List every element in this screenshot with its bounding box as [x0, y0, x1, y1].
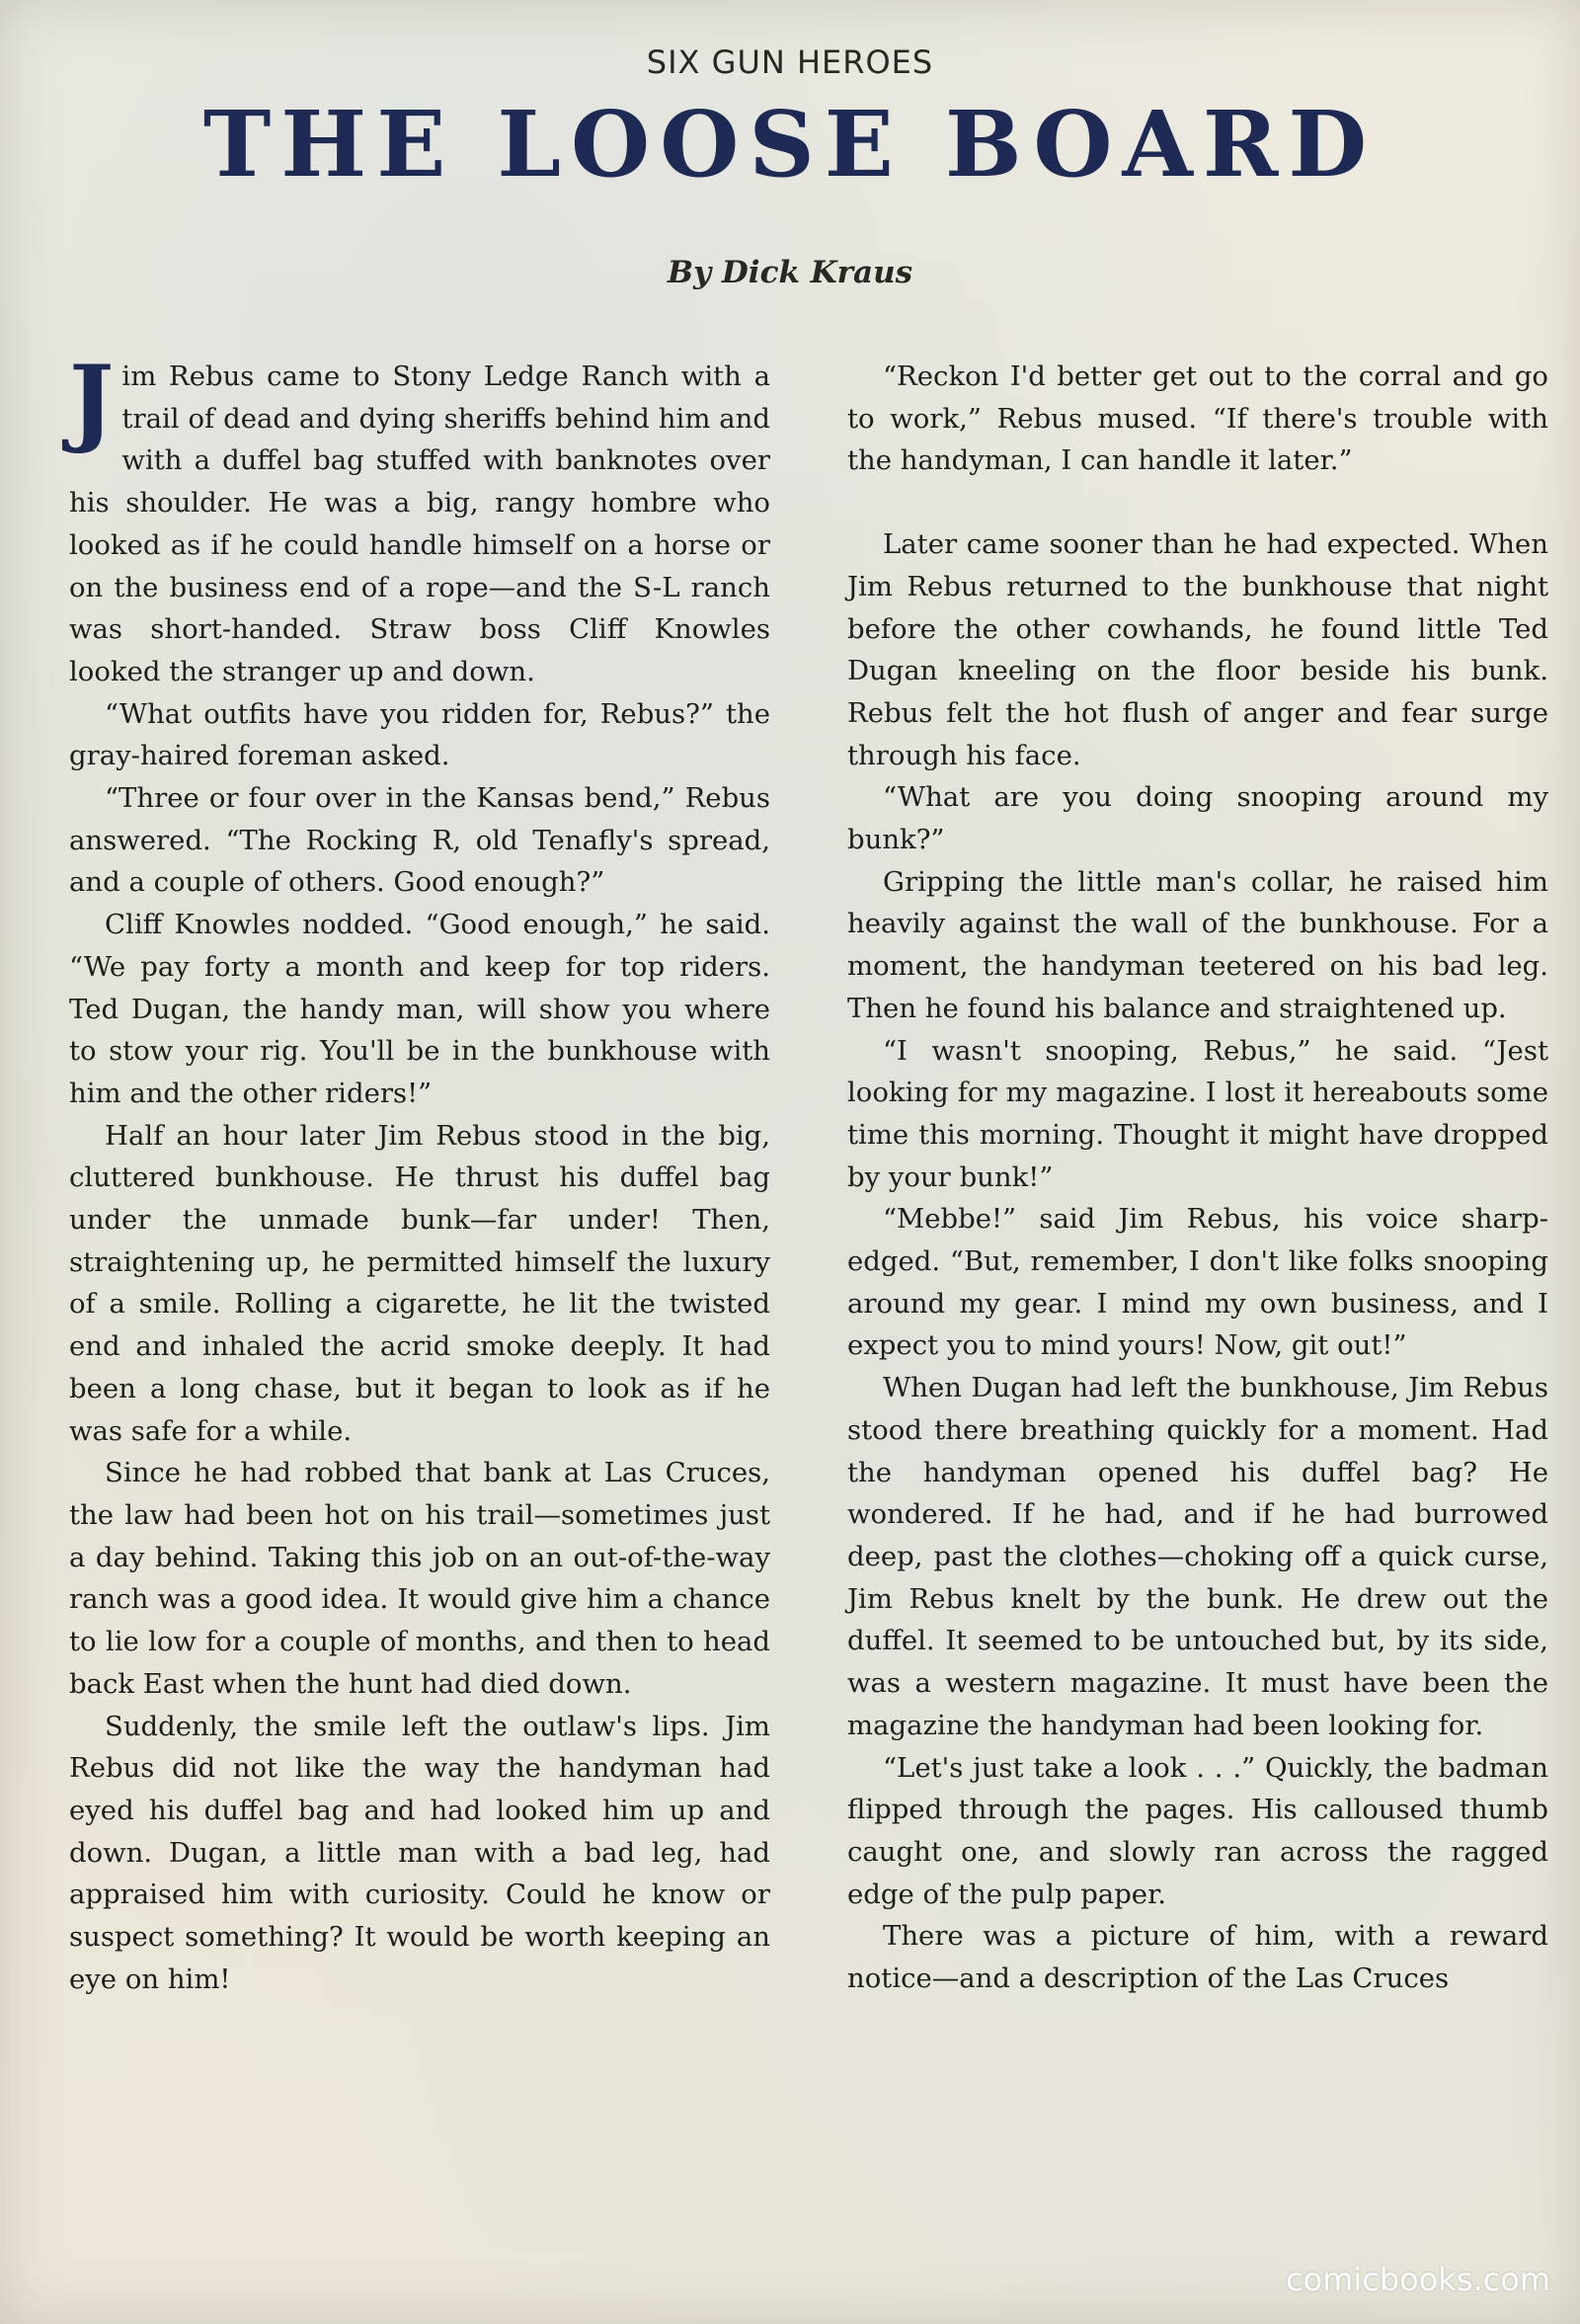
paragraph: “Reckon I'd better get out to the corral and go to work,” Rebus mused. “If there's trouble with the handyman, I can handle it later.”	[847, 361, 1548, 477]
paragraph: Gripping the little man's collar, he raised him heavily against the wall of the bunkhouse. For a moment, the handyman teetered on his bad leg. Then he found his balance and straightened up.	[847, 865, 1548, 1024]
paragraph: “I wasn't snooping, Rebus,” he said. “Jest looking for my magazine. I lost it hereabouts some time this morning. Thought it might have dropped by your bunk!”	[847, 1034, 1548, 1193]
running-head: SIX GUN HEROES	[646, 43, 934, 81]
paragraph: When Dugan had left the bunkhouse, Jim Rebus stood there breathing quickly for a moment. Had the handyman opened his duffel bag? He wondered. If he had, and if he had burrowed deep, past the clothes—choking off a quick curse, Jim Rebus knelt by the bunk. He drew out the duffel. It seemed to be untouched but, by its side, was a western magazine. It must have been the magazine the handyman had been looking for.	[847, 1372, 1548, 1741]
paragraph	[69, 345, 770, 693]
paragraph: “What outfits have you ridden for, Rebus?” the gray-haired foreman asked.	[69, 697, 770, 772]
paragraph: “Three or four over in the Kansas bend,” Rebus answered. “The Rocking R, old Tenafly's spread, and a couple of others. Good enough?”	[69, 782, 770, 899]
paragraph: “What are you doing snooping around my bunk?”	[847, 781, 1548, 856]
paragraph: Suddenly, the smile left the outlaw's lips. Jim Rebus did not like the way the handyman had eyed his duffel bag and had looked him up and down. Dugan, a little man with a bad leg, had appraised him with curiosity. Could he know or suspect something? It would be worth keeping an eye on him!	[69, 1710, 770, 1995]
paragraph: Since he had robbed that bank at Las Cruces, the law had been hot on his trail—sometimes just a day behind. Taking this job on an out-of-the-way ranch was a good idea. It would give him a chance to lie low for a couple of months, and then to head back East when the hunt had died down.	[69, 1457, 770, 1700]
paragraph: “Let's just take a look . . .” Quickly, the badman flipped through the pages. His calloused thumb caught one, and slowly ran across the ragged edge of the pulp paper.	[847, 1751, 1548, 1910]
paragraph: Half an hour later Jim Rebus stood in the big, cluttered bunkhouse. He thrust his duffel bag under the unmade bunk—far under! Then, straightening up, he permitted himself the luxury of a smile. Rolling a cigarette, he lit the twisted end and inhaled the acrid smoke deeply. It had been a long chase, but it began to look as if he was safe for a while.	[69, 1119, 770, 1447]
watermark: comicbooks.com	[1285, 2261, 1550, 2298]
paragraph-text: im Rebus came to Stony Ledge Ranch with a trail of dead and dying sheriffs behind him and with a duffel bag stuffed with banknotes over his shoulder. He was a big, rangy hombre who looked as if he could handle himself on a horse or on the business end of a rope—and the S-L ranch was short-handed. Straw boss Cliff Knowles looked the stranger up and down.	[69, 361, 770, 687]
story-title: THE LOOSE BOARD	[202, 91, 1378, 198]
byline: By Dick Kraus	[667, 255, 913, 290]
drop-cap: J	[69, 345, 115, 456]
paragraph: There was a picture of him, with a reward notice—and a description of the Las Cruces	[847, 1920, 1548, 1995]
paragraph: Later came sooner than he had expected. When Jim Rebus returned to the bunkhouse that night before the other cowhands, he found little Ted Dugan kneeling on the floor beside his bunk. Rebus felt the hot flush of anger and fear surge through his face.	[847, 528, 1548, 771]
right-column	[847, 356, 1548, 2000]
paragraph: Cliff Knowles nodded. “Good enough,” he said. “We pay forty a month and keep for top riders. Ted Dugan, the handy man, will show you where to stow your rig. You'll be in the bunkhouse with him and the other riders!”	[69, 909, 770, 1109]
paragraph: “Mebbe!” said Jim Rebus, his voice sharp-edged. “But, remember, I don't like folks snooping around my gear. I mind my own business, and I expect you to mind yours! Now, git out!”	[847, 1203, 1548, 1362]
left-column	[69, 345, 770, 2000]
